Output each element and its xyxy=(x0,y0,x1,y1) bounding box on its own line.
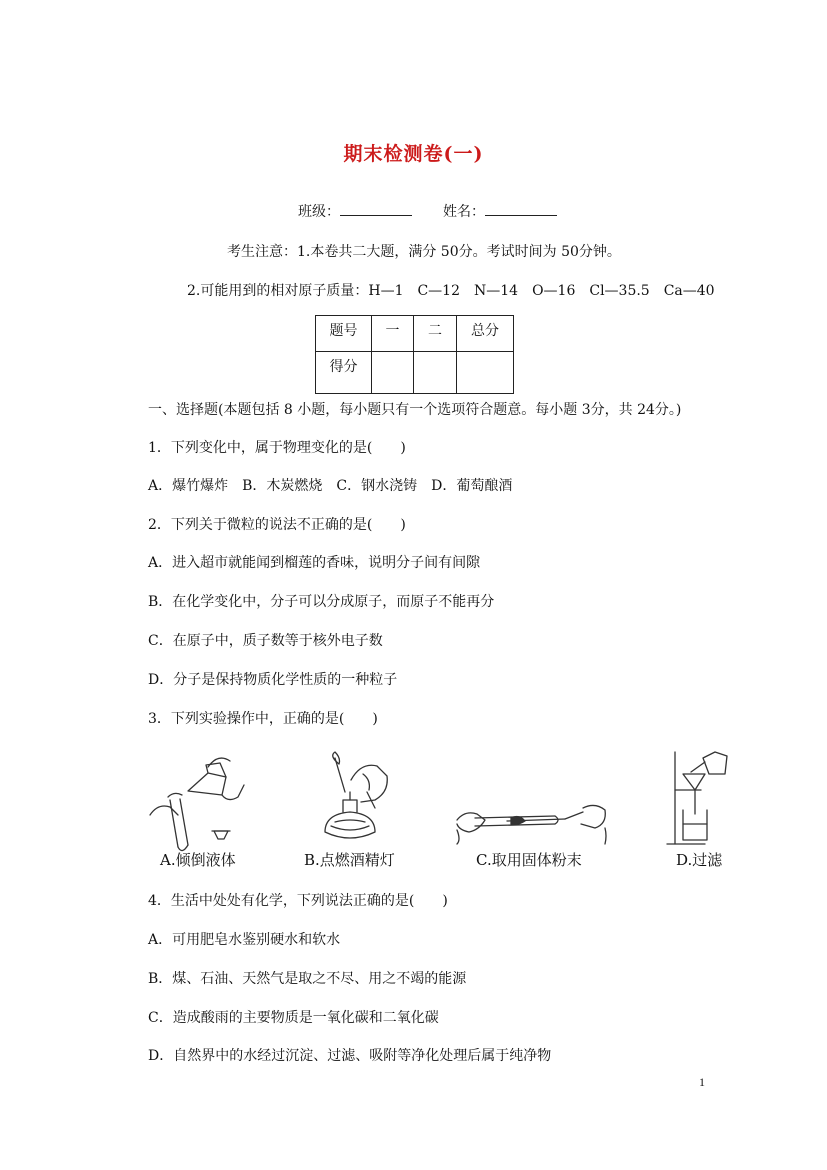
score-cell xyxy=(372,352,414,394)
figure-c-taking-powder xyxy=(455,800,610,845)
figure-d-filtration xyxy=(665,752,735,847)
page-title: 期末检测卷(一) xyxy=(343,143,484,165)
score-table-row xyxy=(316,352,514,394)
name-field xyxy=(443,202,557,222)
question-4-option-b: B．煤、石油、天然气是取之不尽、用之不竭的能源 xyxy=(148,971,467,987)
score-header-cell: 一 xyxy=(372,316,414,352)
notes-line-1: 考生注意：1.本卷共二大题，满分 50分。考试时间为 50分钟。 xyxy=(227,244,621,260)
page-number: 1 xyxy=(699,1075,705,1089)
score-cell xyxy=(457,352,514,394)
figure-label-a: A.倾倒液体 xyxy=(160,851,236,869)
question-1-stem: 1．下列变化中，属于物理变化的是( ) xyxy=(148,440,406,456)
question-4-option-a: A．可用肥皂水鉴别硬水和软水 xyxy=(148,932,341,948)
question-2-option-a: A．进入超市就能闻到榴莲的香味，说明分子间有间隙 xyxy=(148,555,481,571)
score-table xyxy=(315,315,514,394)
question-1-options: A．爆竹爆炸 B．木炭燃烧 C．钢水浇铸 D．葡萄酿酒 xyxy=(148,478,513,494)
score-table-header-row xyxy=(316,316,514,352)
question-3-stem: 3．下列实验操作中，正确的是( ) xyxy=(148,711,378,727)
class-label: 班级： xyxy=(298,204,340,220)
name-label: 姓名： xyxy=(443,204,485,220)
question-4-stem: 4．生活中处处有化学，下列说法正确的是( ) xyxy=(148,893,448,909)
question-4-option-c: C．造成酸雨的主要物质是一氧化碳和二氧化碳 xyxy=(148,1010,439,1026)
question-2-option-c: C．在原子中，质子数等于核外电子数 xyxy=(148,633,383,649)
question-2-option-b: B．在化学变化中，分子可以分成原子，而原子不能再分 xyxy=(148,594,495,610)
question-4-option-d: D．自然界中的水经过沉淀、过滤、吸附等净化处理后属于纯净物 xyxy=(148,1048,552,1064)
question-2-option-d: D．分子是保持物质化学性质的一种粒子 xyxy=(148,672,398,688)
score-header-cell: 总分 xyxy=(457,316,514,352)
figure-a-pouring-liquid xyxy=(148,755,248,845)
score-header-cell: 题号 xyxy=(316,316,372,352)
section-heading: 一、选择题(本题包括 8 小题，每小题只有一个选项符合题意。每小题 3分，共 24分。) xyxy=(148,402,682,418)
score-header-cell: 二 xyxy=(414,316,457,352)
score-row-label: 得分 xyxy=(316,352,372,394)
question-2-stem: 2．下列关于微粒的说法不正确的是( ) xyxy=(148,517,406,533)
name-blank xyxy=(485,215,557,216)
figure-label-d: D.过滤 xyxy=(676,851,723,869)
figure-label-c: C.取用固体粉末 xyxy=(476,851,582,869)
notes-line-2: 2.可能用到的相对原子质量：H—1 C—12 N—14 O—16 Cl—35.5 Ca—40 xyxy=(187,283,715,299)
figure-label-b: B.点燃酒精灯 xyxy=(304,851,395,869)
class-blank xyxy=(340,215,412,216)
class-field xyxy=(298,202,412,222)
figure-b-lighting-lamp xyxy=(305,752,395,847)
score-cell xyxy=(414,352,457,394)
